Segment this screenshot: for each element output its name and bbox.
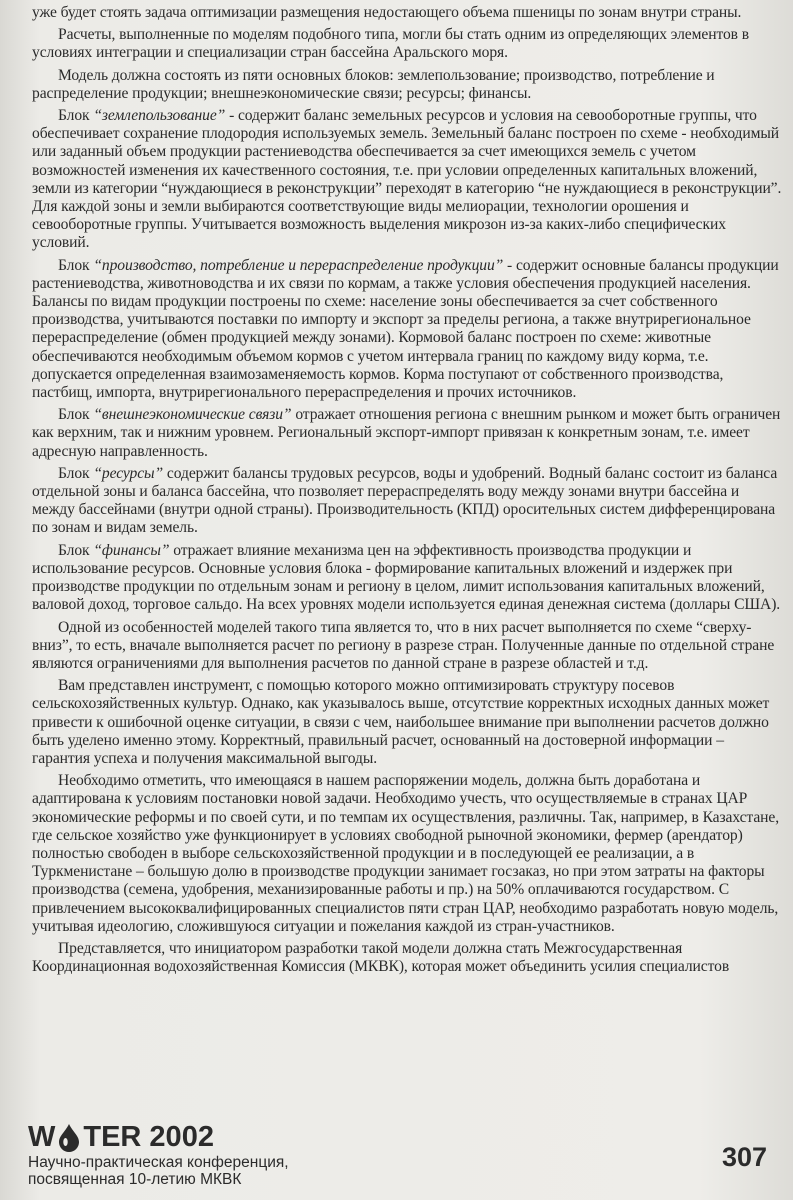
block-word: Блок [58, 256, 90, 274]
conference-subtitle: посвященная 10-летию МКВК [28, 1171, 242, 1188]
paragraph-foreign [32, 406, 784, 461]
block-word: Блок [58, 541, 90, 559]
paragraph-text: содержит балансы трудовых ресурсов, воды и удобрений. Водный баланс состоит из баланса отдельной зоны и баланса бассейна, что позволяет перераспределять воду между зонами внутри бассейна и между бассейнами (внутри одной страны). Производительность (КПД) оросительных систем дифференцирована по зонам и видам земель. [32, 464, 778, 537]
paragraph: Представляется, что инициатором разработки такой модели должна стать Межгосударственная Координационная водохозяйственная Комиссия (МКВК), которая может объединить усилия специалистов [32, 939, 730, 976]
paragraph-production [32, 257, 784, 403]
paragraph: Необходимо отметить, что имеющаяся в нашем распоряжении модель, должна быть доработана и адаптирована к условиям постановки новой задачи. Необходимо учесть, что осуществляемые в странах ЦАР экономические реформы и по своей сути, и по темпам их осуществления, различны. Так, например, в Казахстане, где сельское хозяйство уже функционирует в условиях свободной рыночной экономики, фермер (арендатор) полностью свободен в выборе сельскохозяйственной продукции и в последующей ее реализации, а в Туркменистане – большую долю в производстве продукции занимает госзаказ, но при этом затраты на факторы производства (семена, удобрения, механизированные работы и пр.) на 50% оплачиваются государством. С привлечением высококвалифицированных специалистов пяти стран ЦАР, необходимо разработать новую модель, учитывая идеологию, сложившуюся ситуации и пожелания каждой из стран-участников. [32, 772, 780, 935]
body-text [32, 4, 784, 980]
paragraph-text: - содержит баланс земельных ресурсов и условия на севооборотные группы, что обеспечивает сохранение плодородия используемых земель. Земельный баланс построен по схеме - необходимый или заданный объем продукции растениеводства обеспечивается за счет имеющихся земель с учетом возможностей изменения их качественного состояния, т.е. при условии определенных капитальных вложений, земли из категории “нуждающиеся в реконструкции” переходят в категорию “не нуждающиеся в реконструкции”. Для каждой зоны и земли выбираются соответствующие виды мелиорации, технологии орошения и севооборотные группы. Учитывается возможность выделения микрозон из-за каких-либо специфических условий. [32, 107, 782, 252]
paragraph-land-use [32, 107, 784, 253]
paragraph: Одной из особенностей моделей такого типа является то, что в них расчет выполняется по схеме “сверху-вниз”, то есть, вначале выполняется расчет по региону в разрезе стран. Полученные данные по отдельной стране являются ограничениями для выполнения расчетов по данной стране в разрезе областей и т.д. [32, 618, 775, 672]
conference-title: Научно-практическая конференция, [28, 1154, 289, 1171]
block-name: “ресурсы” [93, 464, 164, 482]
page-footer [28, 1122, 773, 1192]
logo-w: W [28, 1121, 56, 1153]
paragraph-text: отражает влияние механизма цен на эффективность производства продукции и использование ресурсов. Основные условия блока - формирование капитальных вложений и издержек при производстве продукции по отдельным зонам и региону в целом, лимит использования капитальных вложений, валовой доход, торговое сальдо. На всех уровнях модели используется единая денежная система (доллары США). [32, 541, 781, 614]
water-drop-icon [55, 1122, 83, 1152]
block-word: Блок [58, 406, 90, 424]
logo-rest: TER 2002 [83, 1121, 214, 1153]
block-name: “финансы” [93, 541, 170, 559]
paragraph: Модель должна состоять из пяти основных блоков: землепользование; производство, потребление и распределение продукции; внешнеэкономические связи; ресурсы; финансы. [32, 66, 715, 102]
block-name: “землепользование” [93, 107, 226, 125]
page-number: 307 [721, 1142, 767, 1172]
paragraph: Расчеты, выполненные по моделям подобного типа, могли бы стать одним из определяющих элементов в условиях интеграции и специализации стран бассейна Аральского моря. [32, 26, 749, 62]
block-name: “производство, потребление и перераспределение продукции” [93, 256, 504, 274]
paragraph: Вам представлен инструмент, с помощью которого можно оптимизировать структуру посевов сельскохозяйственных культур. Однако, как указывалось выше, отсутствие корректных исходных данных может привести к ошибочной оценке ситуации, в связи с чем, наибольшее внимание при выполнении расчетов должно быть уделено именно этому. Корректный, правильный расчет, основанный на достоверной информации – гарантия успеха и получения максимальной выгоды. [32, 677, 770, 767]
block-word: Блок [58, 107, 90, 125]
block-word: Блок [58, 464, 90, 482]
paragraph-text: - содержит основные балансы продукции растениеводства, животноводства и их связи по кормам, а также условия обеспечения продукцией населения. Балансы по видам продукции построены по схеме: население зоны обеспечивается за счет собственного производства, учитываются поставки по импорту и экспорт за пределы региона, а также внутрирегиональное перераспределение (обмен продукцией между зонами). Кормовой баланс построен по схеме: животные обеспечиваются необходимым объемом кормов с учетом интервала границ по каждому виду корма, т.е. допускается определенная взаимозаменяемость кормов. Корма поступают от собственного производства, пастбищ, импорта, внутрирегионального перераспределения и прочих источников. [32, 256, 779, 402]
paragraph: уже будет стоять задача оптимизации размещения недостающего объема пшеницы по зонам внутри страны. [32, 4, 742, 21]
block-name: “внешнеэкономические связи” [93, 406, 292, 424]
paragraph-finance [32, 542, 784, 615]
paragraph-text: отражает отношения региона с внешним рынком и может быть ограничен как верхним, так и нижним уровнем. Региональный экспорт-импорт привязан к конкретным зонам, т.е. имеет адресную направленность. [32, 406, 781, 460]
water-2002-logo [28, 1122, 214, 1152]
paragraph-resources [32, 465, 784, 538]
